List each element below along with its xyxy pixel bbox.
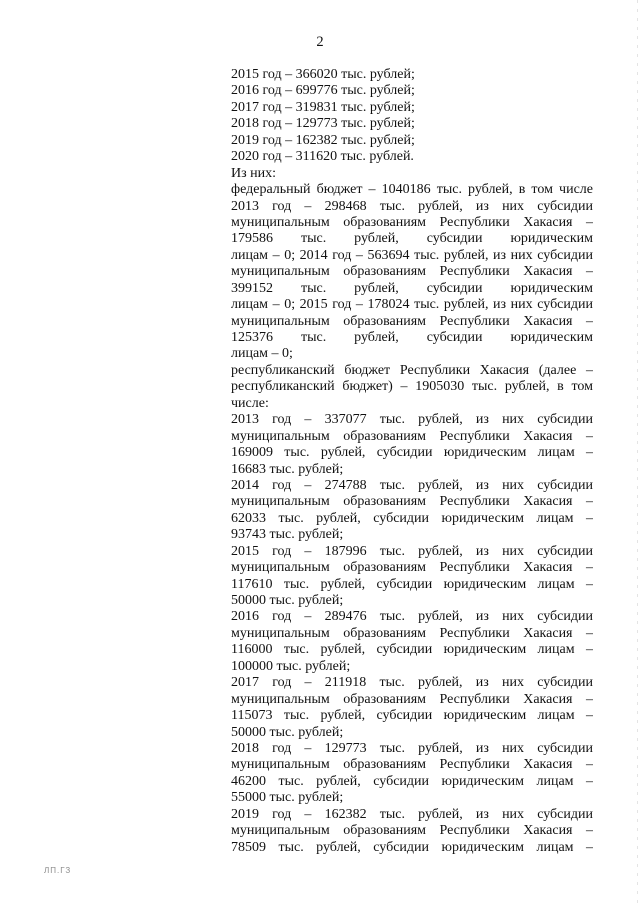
- text-line: 2017 год – 319831 тыс. рублей;: [231, 99, 415, 115]
- text-line: 2015 год – 366020 тыс. рублей;: [231, 67, 415, 82]
- text-line: 399152 тыс. рублей, субсидии юридическим: [231, 280, 593, 296]
- text-line: муниципальным образованиям Республики Хакасия –: [231, 823, 593, 839]
- text-line: 2015 год – 187996 тыс. рублей, из них субсидии: [231, 543, 593, 559]
- text-line: 2019 год – 162382 тыс. рублей, из них субсидии: [231, 806, 593, 822]
- text-line: Из них:: [231, 165, 277, 181]
- text-line: муниципальным образованиям Республики Хакасия –: [231, 494, 593, 510]
- text-line: 2013 год – 337077 тыс. рублей, из них субсидии: [231, 412, 593, 428]
- text-line: 50000 тыс. рублей;: [231, 593, 344, 608]
- text-line: 16683 тыс. рублей;: [231, 461, 344, 477]
- text-line: муниципальным образованиям Республики Хакасия –: [231, 428, 593, 444]
- text-line: муниципальным образованиям Республики Хакасия –: [231, 313, 593, 329]
- text-line: муниципальным образованиям Республики Хакасия –: [231, 691, 593, 707]
- text-line: лицам – 0; 2015 год – 178024 тыс. рублей, из них субсидии: [231, 297, 593, 313]
- text-line: лицам – 0; 2014 год – 563694 тыс. рублей, из них субсидии: [231, 247, 593, 263]
- text-line: республиканский бюджет) – 1905030 тыс. рублей, в том: [231, 379, 593, 395]
- text-line: 2020 год – 311620 тыс. рублей.: [231, 149, 414, 165]
- text-line: 2016 год – 699776 тыс. рублей;: [231, 83, 415, 99]
- page-number: 2: [316, 34, 324, 50]
- text-line: 2016 год – 289476 тыс. рублей, из них субсидии: [231, 609, 593, 625]
- text-line: республиканский бюджет Республики Хакасия (далее –: [231, 362, 593, 378]
- text-line: 2017 год – 211918 тыс. рублей, из них субсидии: [231, 675, 593, 691]
- text-line: муниципальным образованиям Республики Хакасия –: [231, 625, 593, 641]
- text-line: муниципальным образованиям Республики Хакасия –: [231, 757, 593, 773]
- text-line: 125376 тыс. рублей, субсидии юридическим: [231, 330, 593, 345]
- text-line: числе:: [231, 395, 269, 411]
- text-line: муниципальным образованиям Республики Хакасия –: [231, 264, 593, 280]
- text-line: 2018 год – 129773 тыс. рублей;: [231, 116, 415, 132]
- text-line: 100000 тыс. рублей;: [231, 658, 351, 674]
- scan-edge: [637, 0, 638, 905]
- text-line: 62033 тыс. рублей, субсидии юридическим лицам –: [231, 510, 593, 526]
- text-line: 117610 тыс. рублей, субсидии юридическим лицам –: [231, 576, 593, 592]
- text-line: 55000 тыс. рублей;: [231, 790, 344, 806]
- document-body: [231, 67, 593, 856]
- text-line: лицам – 0;: [231, 346, 293, 362]
- text-line: 115073 тыс. рублей, субсидии юридическим лицам –: [231, 708, 593, 724]
- text-line: 179586 тыс. рублей, субсидии юридическим: [231, 231, 593, 247]
- text-line: 46200 тыс. рублей, субсидии юридическим лицам –: [231, 773, 593, 789]
- text-line: 2018 год – 129773 тыс. рублей, из них субсидии: [231, 740, 593, 756]
- text-line: муниципальным образованиям Республики Хакасия –: [231, 214, 593, 230]
- footer-mark: ЛП.ГЗ: [44, 866, 72, 875]
- text-line: 169009 тыс. рублей, субсидии юридическим лицам –: [231, 445, 593, 461]
- text-line: муниципальным образованиям Республики Хакасия –: [231, 560, 593, 576]
- text-line: 2019 год – 162382 тыс. рублей;: [231, 132, 415, 148]
- text-line: федеральный бюджет – 1040186 тыс. рублей, в том числе: [231, 182, 593, 198]
- text-line: 78509 тыс. рублей, субсидии юридическим лицам –: [231, 839, 593, 855]
- text-line: 116000 тыс. рублей, субсидии юридическим лицам –: [231, 642, 593, 658]
- text-line: 93743 тыс. рублей;: [231, 527, 344, 543]
- text-line: 2013 год – 298468 тыс. рублей, из них субсидии: [231, 198, 593, 214]
- text-line: 50000 тыс. рублей;: [231, 724, 344, 740]
- text-line: 2014 год – 274788 тыс. рублей, из них субсидии: [231, 477, 593, 493]
